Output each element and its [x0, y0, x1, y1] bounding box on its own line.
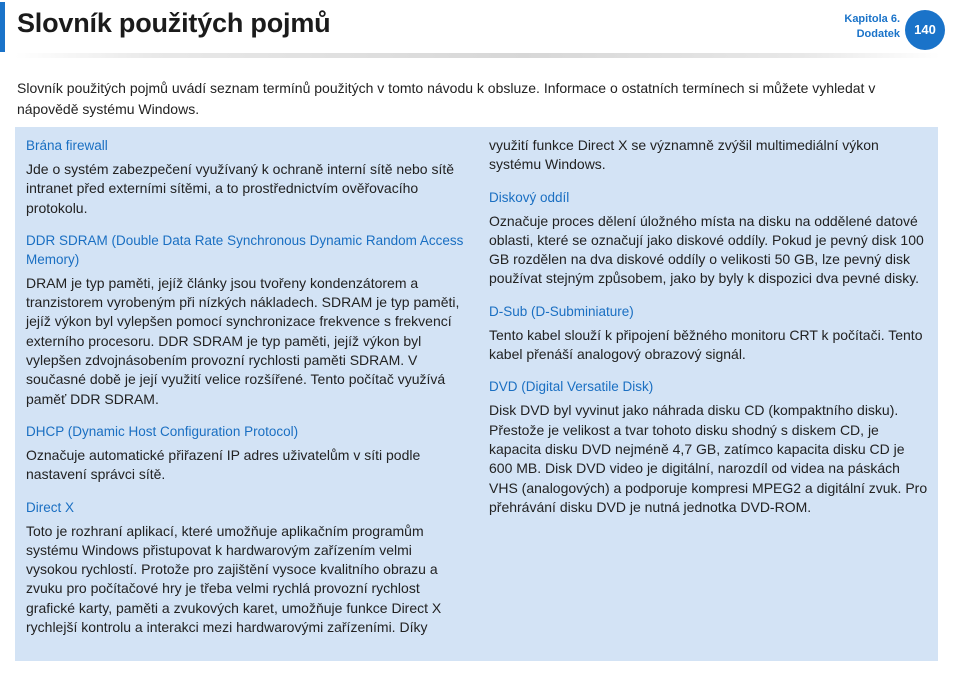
term-definition: Toto je rozhraní aplikací, které umožňuje aplikačním programům systému Windows přistupovat k hardwarovým zařízením velmi vysokou rychlostí. Protože pro zajištění vysoce kvalitního obrazu a zvuku pro počítačové hry je třeba velmi rychlá provozní rychlost grafické karty, paměti a zvukových karet, umožňuje funkce Direct X rychlejší kontrolu a interakci mezi hardwarovými zařízeními. Díky	[26, 522, 442, 636]
glossary-right-column	[489, 136, 929, 523]
term-definition: DRAM je typ paměti, jejíž články jsou tvořeny kondenzátorem a tranzistorem vyrobeným při nízkých nákladech. SDRAM je typ paměti, jejíž výkon byl vylepšen pomocí synchronizace frekvence s frekvencí externího procesoru. DDR SDRAM je typ paměti, jejíž výkon byl vylepšen zdvojnásobením provozní rychlosti paměti SDRAM. V současné době je její využití velice rozšířené. Tento počítač využívá paměť DDR SDRAM.	[26, 274, 460, 407]
chapter-number: Kapitola 6.	[844, 13, 900, 25]
term-definition: Označuje proces dělení úložného místa na disku na oddělené datové oblasti, které se označují jako diskové oddíly. Pokud je pevný disk 100 GB rozdělen na dva diskové oddíly o velikosti 50 GB, lze pevný disk používat stejným způsobem, jako by byly k dispozici dva pevné disky.	[489, 212, 924, 287]
glossary-term	[26, 498, 466, 638]
glossary-term	[26, 136, 466, 218]
term-title: DHCP (Dynamic Host Configuration Protocol)	[26, 423, 299, 439]
glossary-term	[26, 231, 466, 409]
glossary-left-column	[26, 136, 466, 643]
term-definition: Disk DVD byl vyvinut jako náhrada disku CD (kompaktního disku). Přestože je velikost a tvar tohoto disku shodný s diskem CD, je kapacita disku DVD nejméně 4,7 GB, zatímco kapacita disku CD je 600 MB. Disk DVD video je digitální, narozdíl od videa na páskách VHS (analogových) a podporuje kompresi MPEG2 a digitální zvuk. Pro přehrávání disku DVD je nutná jednotka DVD-ROM.	[489, 402, 928, 515]
glossary-term	[26, 422, 466, 485]
term-title: Diskový oddíl	[489, 189, 570, 205]
term-definition-continued: využití funkce Direct X se významně zvýšil multimediální výkon systému Windows.	[489, 137, 879, 173]
title-divider	[15, 53, 940, 58]
intro-paragraph: Slovník použitých pojmů uvádí seznam termínů použitých v tomto návodu k obsluze. Informace o ostatních termínech si můžete vyhledat v nápovědě systému Windows.	[17, 80, 876, 117]
term-title: Direct X	[26, 499, 75, 515]
term-definition: Jde o systém zabezpečení využívaný k ochraně interní sítě nebo sítě intranet před externími sítěmi, a to prostřednictvím ověřovacího protokolu.	[26, 161, 455, 216]
page-number-badge: 140	[905, 10, 945, 50]
term-title: D-Sub (D-Subminiature)	[489, 303, 634, 319]
header-accent-bar	[0, 2, 5, 52]
page-title: Slovník použitých pojmů	[17, 8, 331, 38]
glossary-box	[15, 127, 938, 661]
chapter-name: Dodatek	[856, 28, 900, 40]
glossary-term	[489, 377, 929, 517]
chapter-label	[844, 12, 900, 42]
term-definition: Označuje automatické přiřazení IP adres uživatelům v síti podle nastavení správci sítě.	[26, 446, 421, 483]
term-title: Brána firewall	[26, 138, 108, 153]
term-definition: Tento kabel slouží k připojení běžného monitoru CRT k počítači. Tento kabel přenáší analogový obrazový signál.	[489, 326, 923, 363]
term-title: DVD (Digital Versatile Disk)	[489, 379, 654, 395]
glossary-term	[489, 302, 929, 365]
glossary-term	[489, 188, 929, 289]
term-title: DDR SDRAM (Double Data Rate Synchronous Dynamic Random Access Memory)	[26, 232, 464, 267]
